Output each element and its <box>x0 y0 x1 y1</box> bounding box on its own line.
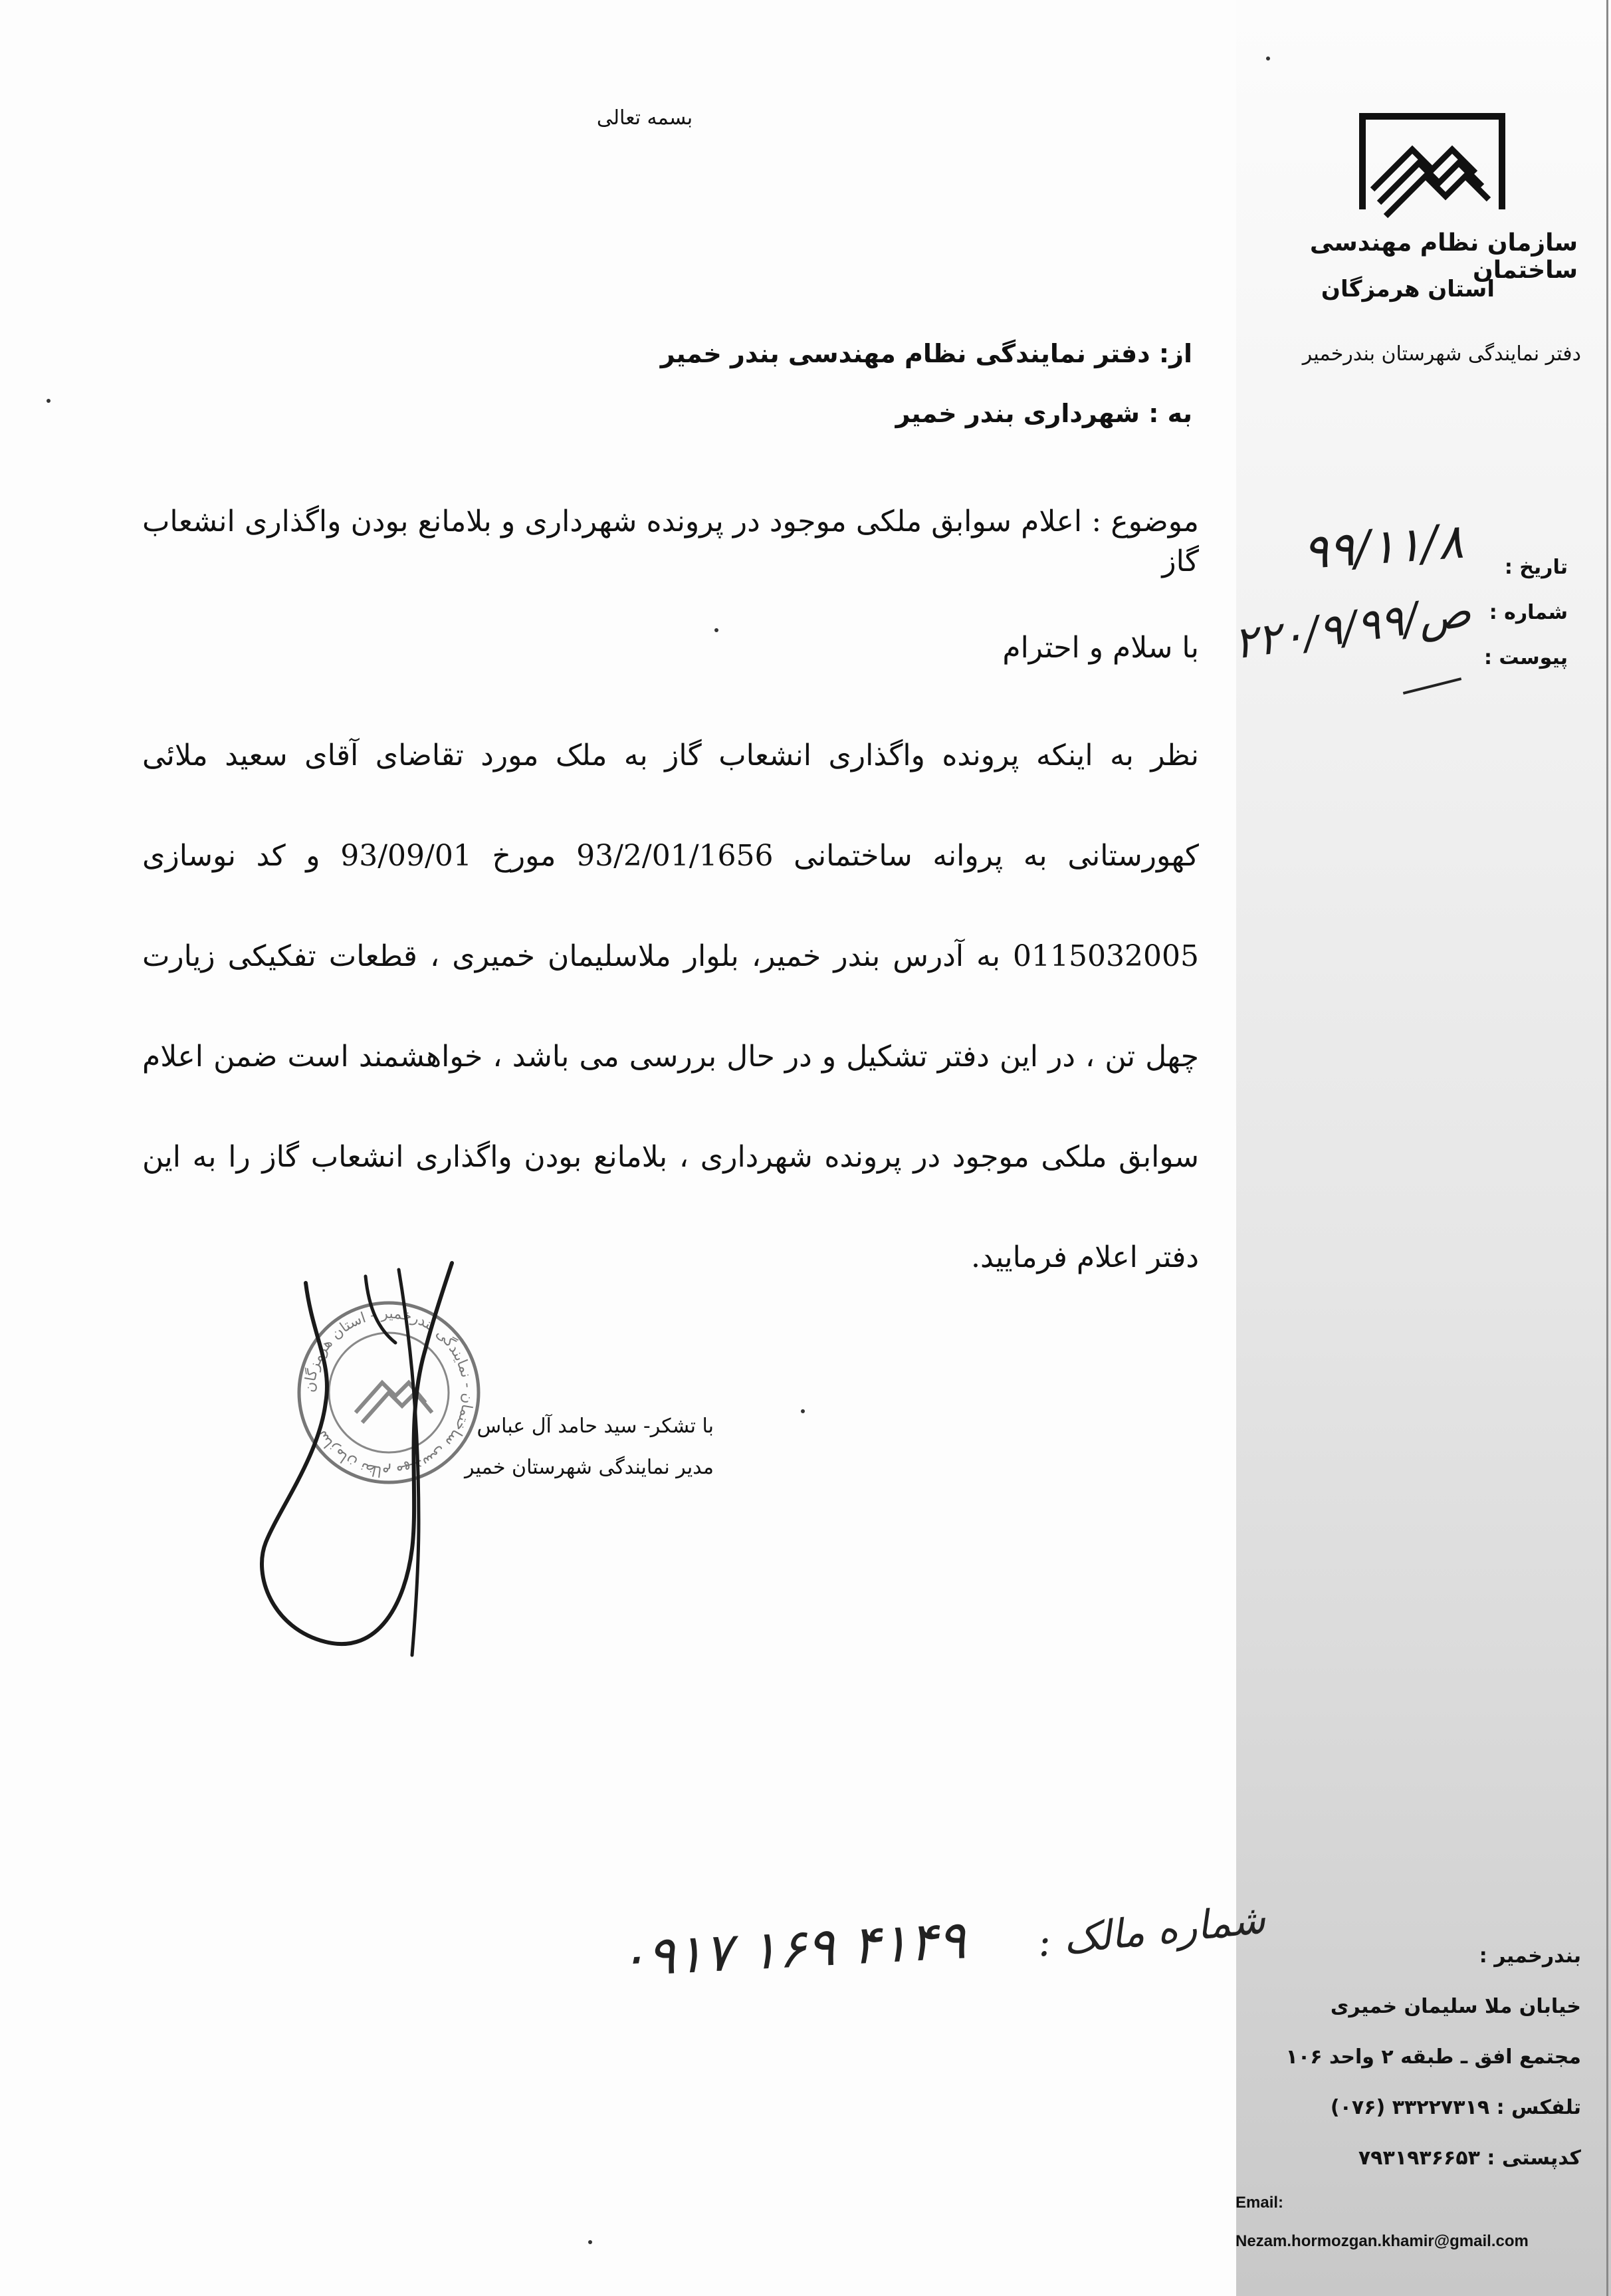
closing-signer: با تشکر- سید حامد آل عباس <box>477 1415 714 1438</box>
footer-street: خیابان ملا سلیمان خمیری <box>1330 1995 1581 2018</box>
letter-body <box>142 502 1199 1308</box>
letter-closing <box>249 1406 714 1488</box>
handwritten-date: ۹۹/۱۱/۸ <box>1301 513 1465 580</box>
organization-office: دفتر نمایندگی شهرستان بندرخمیر <box>1302 342 1581 366</box>
footer-city: بندرخمیر : <box>1479 1944 1581 1968</box>
scan-speck <box>1266 57 1270 60</box>
letter-greeting: با سلام و احترام <box>1002 631 1199 665</box>
letter-main-paragraph: نظر به اینکه پرونده واگذاری انشعاب گاز به ملک مورد تقاضای آقای سعید ملائی کهورستانی به پروانه ساختمانی 93/2/01/1656 مورخ 93/09/01 و کد نوسازی 0115032005 به آدرس بندر خمیر، بلوار ملاسلیمان خمیری ، قطعات تفکیکی زیارت چهل تن ، در این دفتر تشکیل و در حال بررسی می باشد ، خواهشمند است ضمن اعلام سوابق ملکی موجود در پرونده شهرداری ، بلامانع بودن واگذاری انشعاب گاز را به این دفتر اعلام فرمایید. <box>142 739 1200 1274</box>
footer-address <box>1235 1931 1581 2261</box>
organization-province: استان هرمزگان <box>1321 276 1495 302</box>
attachment-label: پیوست : <box>1483 646 1568 669</box>
organization-name: سازمان نظام مهندسی ساختمان <box>1309 229 1578 284</box>
footer-postal-code: کدپستی : ۷۹۳۱۹۳۶۶۵۳ <box>1358 2146 1581 2170</box>
scan-speck <box>801 1409 805 1413</box>
signer-title: مدیر نمایندگی شهرستان خمیر <box>465 1456 714 1479</box>
letter-subject: موضوع : اعلام سوابق ملکی موجود در پرونده شهرداری و بلامانع بودن واگذاری انشعاب گاز <box>142 505 1199 578</box>
page-edge-line <box>1606 0 1608 2296</box>
stamp-text: سازمان نظام مهندسی ساختمان - نمایندگی بندرخمیر - استان هرمزگان <box>301 1305 477 1480</box>
basmala: بسمه تعالی <box>596 106 693 130</box>
footer-email: Nezam.hormozgan.khamir@gmail.com <box>1235 2232 1529 2250</box>
scan-speck <box>588 2240 592 2244</box>
organization-logo-icon <box>1356 110 1509 223</box>
footer-email-label: Email: <box>1235 2194 1284 2212</box>
number-label: شماره : <box>1489 601 1568 624</box>
footer-phone: تلفکس : ۳۳۲۲۷۳۱۹ (۰۷۶) <box>1330 2096 1581 2119</box>
handwritten-number: ۲۲۰/۹/۹۹/ص <box>1230 585 1474 669</box>
footer-building: مجتمع افق ـ طبقه ۲ واحد ۱۰۶ <box>1285 2045 1581 2069</box>
letter-from: از: دفتر نمایندگی نظام مهندسی بندر خمیر <box>660 339 1192 368</box>
letter-to: به : شهرداری بندر خمیر <box>895 399 1192 428</box>
handwritten-phone-label: شماره مالک : <box>1035 1896 1268 1966</box>
scan-speck <box>47 399 51 403</box>
scan-speck <box>714 628 718 632</box>
date-label: تاریخ : <box>1504 556 1568 579</box>
handwritten-phone-number: ۰۹۱۷ ۱۶۹ ۴۱۴۹ <box>616 1908 968 1989</box>
